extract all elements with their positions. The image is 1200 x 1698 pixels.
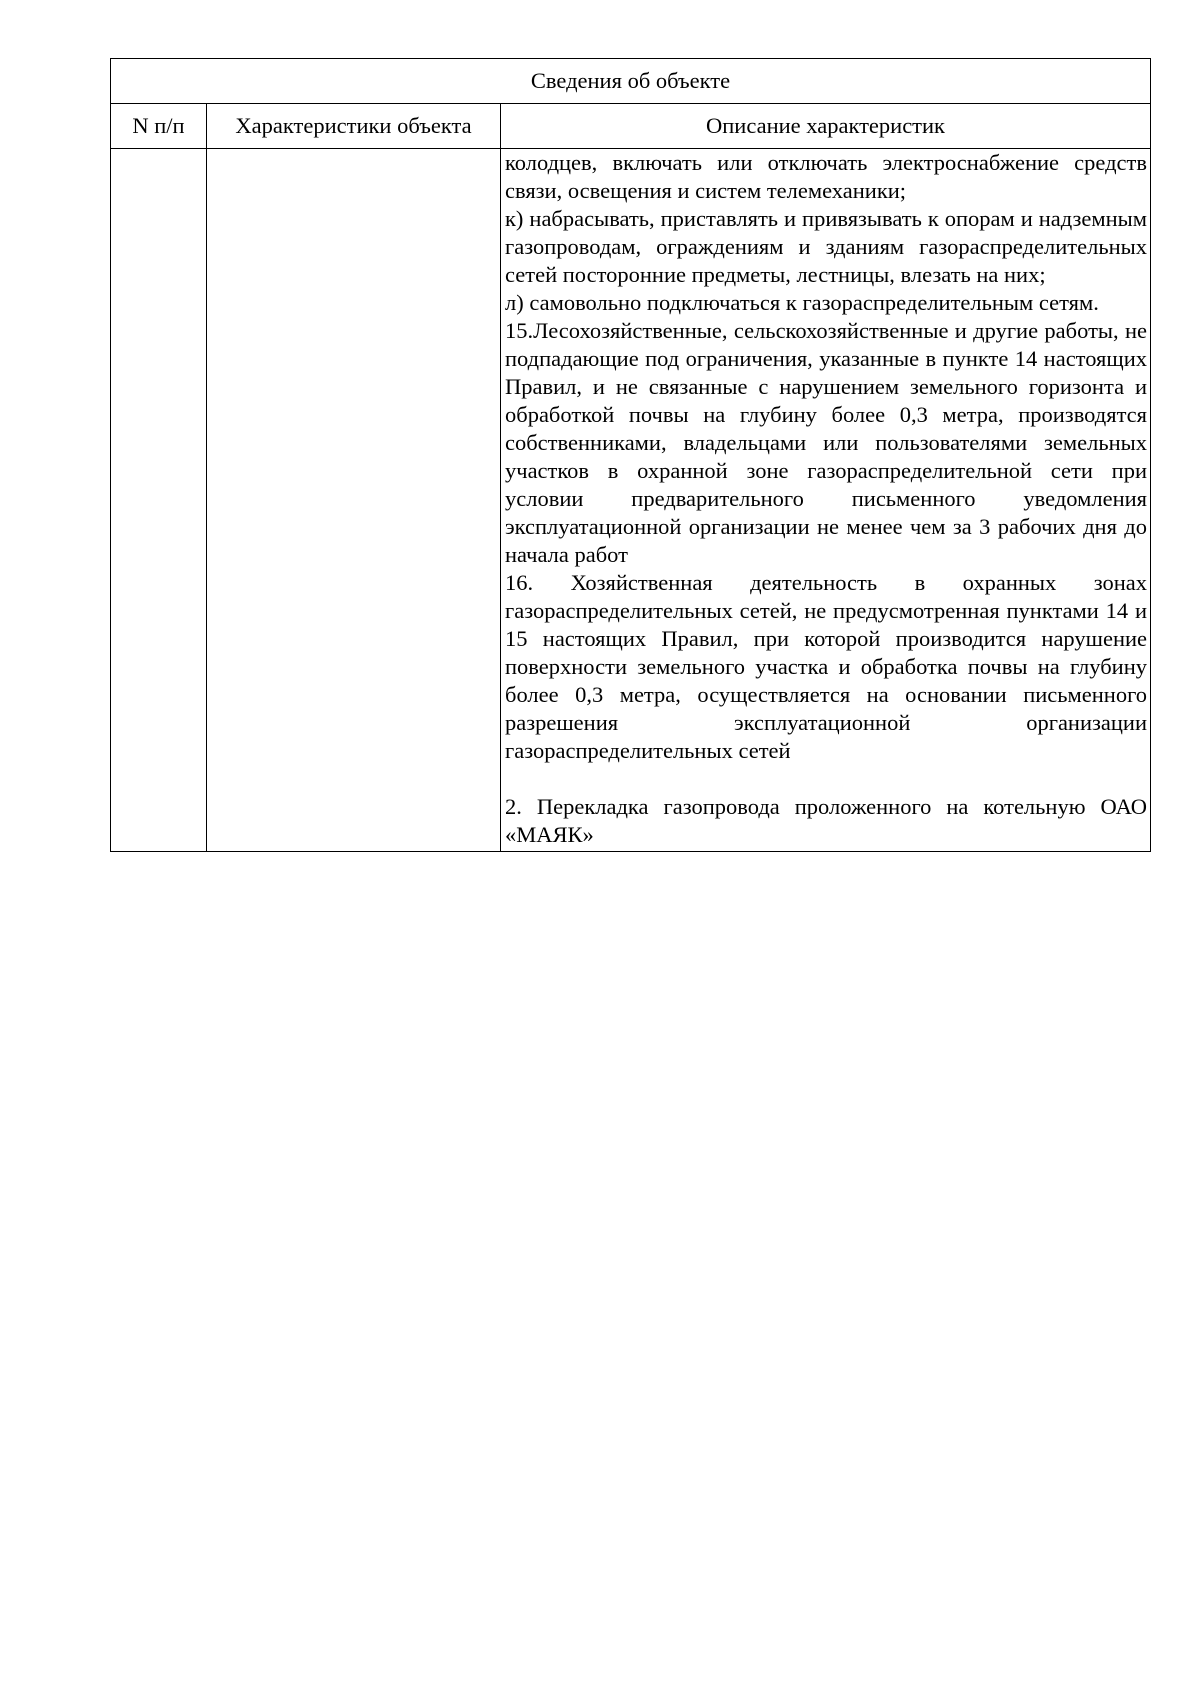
description-paragraph-k: к) набрасывать, приставлять и привязывать к опорам и надземным газопроводам, ограждениям и зданиям газораспределительных сетей посторонние предметы, лестницы, влезать на них; xyxy=(505,206,1148,287)
cell-characteristic xyxy=(207,149,501,852)
header-num: N п/п xyxy=(111,104,207,149)
table-row xyxy=(111,149,1151,852)
table-title-row xyxy=(111,59,1151,104)
description-paragraph-l: л) самовольно подключаться к газораспределительным сетям. xyxy=(505,290,1099,315)
description-paragraph-1: колодцев, включать или отключать электроснабжение средств связи, освещения и систем телемеханики; xyxy=(505,150,1148,203)
object-info-table xyxy=(110,58,1151,852)
header-characteristic: Характеристики объекта xyxy=(207,104,501,149)
table-title: Сведения об объекте xyxy=(111,59,1151,104)
description-paragraph-15: 15.Лесохозяйственные, сельскохозяйственные и другие работы, не подпадающие под ограничения, указанные в пункте 14 настоящих Правил, и не связанные с нарушением земельного горизонта и обработкой почвы на глубину более 0,3 метра, производятся собственниками, владельцами или пользователями земельных участков в охранной зоне газораспределительной сети при условии предварительного письменного уведомления эксплуатационной организации не менее чем за 3 рабочих дня до начала работ xyxy=(505,318,1148,567)
header-description: Описание характеристик xyxy=(501,104,1151,149)
cell-description xyxy=(501,149,1151,852)
description-paragraph-16: 16. Хозяйственная деятельность в охранных зонах газораспределительных сетей, не предусмотренная пунктами 14 и 15 настоящих Правил, при которой производится нарушение поверхности земельного участка и обработка почвы на глубину более 0,3 метра, осуществляется на основании письменного разрешения эксплуатационной организации газораспределительных сетей xyxy=(505,570,1148,763)
cell-num xyxy=(111,149,207,852)
description-paragraph-final: 2. Перекладка газопровода проложенного на котельную ОАО «МАЯК» xyxy=(505,794,1148,847)
paragraph-spacer xyxy=(505,765,1147,793)
document-page xyxy=(110,58,1150,852)
table-header-row xyxy=(111,104,1151,149)
